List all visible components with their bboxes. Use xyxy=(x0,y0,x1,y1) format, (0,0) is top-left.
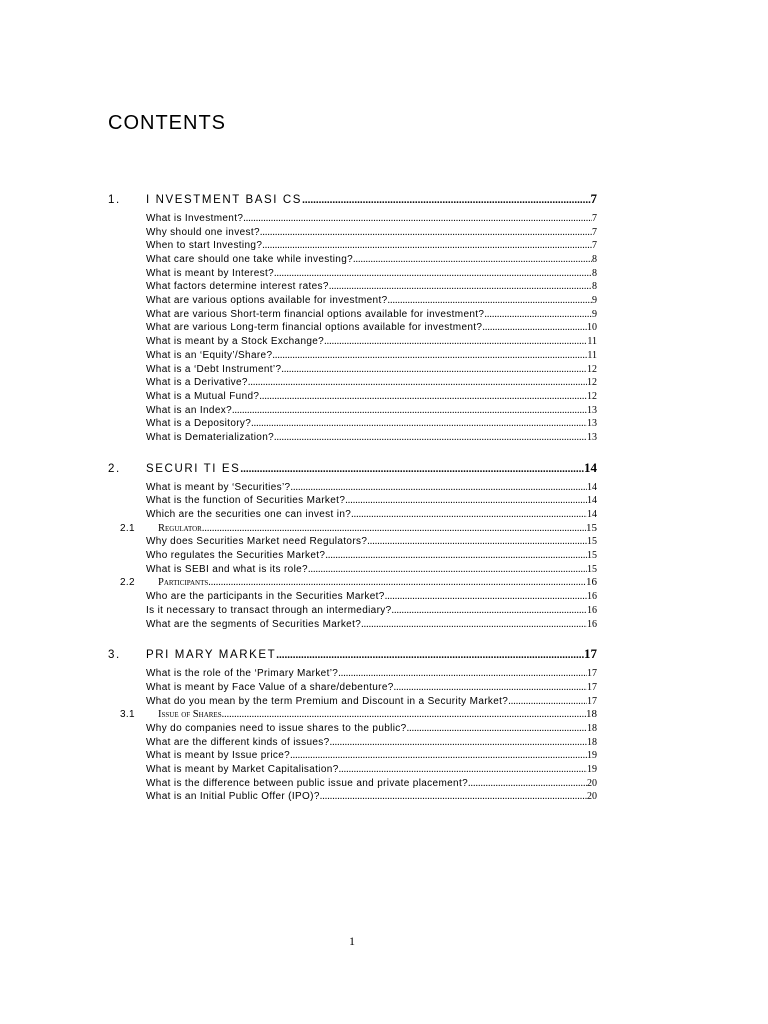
toc-question-entry[interactable] xyxy=(146,226,597,240)
question-title: What is the difference between public issue and private placement? xyxy=(146,777,468,789)
question-title: What care should one take while investing? xyxy=(146,254,354,266)
toc-question-entry[interactable] xyxy=(146,404,597,418)
dot-leader xyxy=(484,308,592,322)
question-page-number: 11 xyxy=(587,336,597,348)
dot-leader xyxy=(330,736,587,750)
question-page-number: 12 xyxy=(587,363,597,375)
question-page-number: 9 xyxy=(592,308,597,320)
question-title: What is meant by Face Value of a share/debenture? xyxy=(146,681,394,693)
toc-question-entry[interactable] xyxy=(146,376,597,390)
dot-leader xyxy=(508,695,587,709)
subsection-number: 2.1 xyxy=(120,522,135,534)
toc-question-entry[interactable] xyxy=(146,335,597,349)
dot-leader xyxy=(345,494,587,508)
dot-leader xyxy=(260,226,592,240)
question-title: Why do companies need to issue shares to the public? xyxy=(146,722,407,734)
question-title: What are the segments of Securities Market? xyxy=(146,618,362,630)
question-title: What are various Short-term financial options available for investment? xyxy=(146,308,485,320)
question-title: What is a ‘Debt Instrument’? xyxy=(146,363,282,375)
toc-question-entry[interactable] xyxy=(146,294,597,308)
question-title: What is meant by Issue price? xyxy=(146,750,291,762)
question-title: What is an Index? xyxy=(146,404,232,416)
question-page-number: 10 xyxy=(587,322,597,334)
dot-leader xyxy=(338,667,587,681)
toc-subsection-entry[interactable] xyxy=(120,577,597,591)
toc-question-entry[interactable] xyxy=(146,363,597,377)
question-title: What is meant by ‘Securities’? xyxy=(146,481,291,493)
toc-question-entry[interactable] xyxy=(146,280,597,294)
chapter-number: 2. xyxy=(108,462,121,475)
chapter-page-number: 7 xyxy=(590,191,597,206)
question-page-number: 8 xyxy=(592,267,597,279)
chapter-number: 1. xyxy=(108,194,121,206)
dot-leader xyxy=(259,390,587,404)
dot-leader xyxy=(281,363,587,377)
subsection-number: 3.1 xyxy=(120,709,135,721)
question-page-number: 8 xyxy=(592,281,597,293)
dot-leader xyxy=(251,417,587,431)
toc-question-entry[interactable] xyxy=(146,681,597,695)
toc-question-entry[interactable] xyxy=(146,390,597,404)
question-title: What are various Long-term financial options available for investment? xyxy=(146,322,483,334)
dot-leader xyxy=(262,239,592,253)
dot-leader xyxy=(367,535,587,549)
toc-question-entry[interactable] xyxy=(146,695,597,709)
question-title: What are the different kinds of issues? xyxy=(146,736,330,748)
dot-leader xyxy=(324,335,587,349)
question-page-number: 20 xyxy=(587,777,597,789)
toc-question-entry[interactable] xyxy=(146,667,597,681)
dot-leader xyxy=(329,280,592,294)
dot-leader xyxy=(385,590,587,604)
question-page-number: 9 xyxy=(592,295,597,307)
dot-leader xyxy=(308,563,587,577)
question-title: What is a Mutual Fund? xyxy=(146,390,260,402)
question-title: Is it necessary to transact through an intermediary? xyxy=(146,604,392,616)
question-page-number: 11 xyxy=(587,349,597,361)
toc-question-entry[interactable] xyxy=(146,736,597,750)
subsection-page-number: 15 xyxy=(586,521,597,534)
dot-leader xyxy=(361,618,587,632)
question-page-number: 18 xyxy=(587,736,597,748)
dot-leader xyxy=(232,404,587,418)
question-page-number: 19 xyxy=(587,750,597,762)
question-title: What is an ‘Equity’/Share? xyxy=(146,349,273,361)
toc-question-entry[interactable] xyxy=(146,590,597,604)
question-title: What is meant by Interest? xyxy=(146,267,275,279)
toc-question-entry[interactable] xyxy=(146,604,597,618)
dot-leader xyxy=(351,508,587,522)
chapter-title: PRI MARY MARKET xyxy=(146,649,277,662)
toc-question-entry[interactable] xyxy=(146,777,597,791)
question-title: What is an Initial Public Offer (IPO)? xyxy=(146,791,320,803)
question-title: What is meant by a Stock Exchange? xyxy=(146,336,325,348)
dot-leader xyxy=(202,522,586,536)
toc-question-entry[interactable] xyxy=(146,749,597,763)
chapter-title: I NVESTMENT BASI CS xyxy=(146,194,303,206)
dot-leader xyxy=(353,253,592,267)
question-title: What do you mean by the term Premium and Discount in a Security Market? xyxy=(146,695,509,707)
dot-leader xyxy=(274,431,587,445)
toc-question-entry[interactable] xyxy=(146,417,597,431)
toc-question-entry[interactable] xyxy=(146,212,597,226)
question-page-number: 14 xyxy=(587,481,597,493)
dot-leader xyxy=(208,577,586,591)
toc-question-entry[interactable] xyxy=(146,618,597,632)
subsection-page-number: 18 xyxy=(586,708,597,721)
question-title: What is meant by Market Capitalisation? xyxy=(146,764,339,776)
question-page-number: 18 xyxy=(587,722,597,734)
chapter-title: SECURI TI ES xyxy=(146,462,241,475)
question-title: Why does Securities Market need Regulators? xyxy=(146,536,368,548)
dot-leader xyxy=(320,790,587,804)
toc-question-entry[interactable] xyxy=(146,267,597,281)
question-title: What is Investment? xyxy=(146,212,244,224)
question-page-number: 20 xyxy=(587,791,597,803)
toc-question-entry[interactable] xyxy=(146,322,597,336)
question-page-number: 15 xyxy=(587,563,597,575)
dot-leader xyxy=(240,463,584,477)
question-page-number: 17 xyxy=(587,681,597,693)
dot-leader xyxy=(394,681,587,695)
dot-leader xyxy=(468,777,587,791)
question-title: What is the role of the ‘Primary Market’? xyxy=(146,668,339,680)
dot-leader xyxy=(392,604,587,618)
table-of-contents xyxy=(0,182,768,804)
toc-question-entry[interactable] xyxy=(146,349,597,363)
question-title: What are various options available for investment? xyxy=(146,295,388,307)
toc-question-entry[interactable] xyxy=(146,481,597,495)
question-title: Who are the participants in the Securities Market? xyxy=(146,591,385,603)
toc-question-entry[interactable] xyxy=(146,308,597,322)
question-page-number: 14 xyxy=(587,495,597,507)
toc-chapter-entry[interactable] xyxy=(108,186,597,208)
dot-leader xyxy=(274,267,592,281)
page-title: CONTENTS xyxy=(108,112,226,134)
question-page-number: 16 xyxy=(587,618,597,630)
question-page-number: 13 xyxy=(587,404,597,416)
question-page-number: 19 xyxy=(587,764,597,776)
toc-subsection-entry[interactable] xyxy=(120,708,597,722)
question-page-number: 13 xyxy=(587,431,597,443)
toc-question-entry[interactable] xyxy=(146,790,597,804)
dot-leader xyxy=(302,194,590,208)
dot-leader xyxy=(407,722,587,736)
dot-leader xyxy=(222,708,586,722)
dot-leader xyxy=(482,322,587,336)
dot-leader xyxy=(243,212,592,226)
toc-question-entry[interactable] xyxy=(146,763,597,777)
question-page-number: 16 xyxy=(587,591,597,603)
subsection-title: Issue of Shares xyxy=(158,709,222,721)
question-title: What is SEBI and what is its role? xyxy=(146,563,308,575)
dot-leader xyxy=(339,763,587,777)
dot-leader xyxy=(290,481,587,495)
question-title: Who regulates the Securities Market? xyxy=(146,550,326,562)
question-page-number: 8 xyxy=(592,254,597,266)
toc-question-entry[interactable] xyxy=(146,239,597,253)
question-page-number: 13 xyxy=(587,418,597,430)
dot-leader xyxy=(388,294,592,308)
dot-leader xyxy=(276,649,584,663)
toc-question-entry[interactable] xyxy=(146,253,597,267)
question-page-number: 17 xyxy=(587,695,597,707)
toc-question-entry[interactable] xyxy=(146,722,597,736)
question-page-number: 17 xyxy=(587,668,597,680)
question-title: Which are the securities one can invest in? xyxy=(146,509,352,521)
question-page-number: 15 xyxy=(587,550,597,562)
subsection-title: Regulator xyxy=(158,522,202,534)
toc-question-entry[interactable] xyxy=(146,563,597,577)
page-number: 1 xyxy=(349,934,355,948)
toc-question-entry[interactable] xyxy=(146,494,597,508)
toc-question-entry[interactable] xyxy=(146,549,597,563)
question-title: What is the function of Securities Market? xyxy=(146,495,346,507)
question-page-number: 12 xyxy=(587,390,597,402)
question-page-number: 7 xyxy=(592,212,597,224)
question-title: Why should one invest? xyxy=(146,226,260,238)
question-page-number: 7 xyxy=(592,226,597,238)
question-page-number: 14 xyxy=(587,509,597,521)
chapter-number: 3. xyxy=(108,649,121,662)
toc-subsection-entry[interactable] xyxy=(120,522,597,536)
dot-leader xyxy=(325,549,587,563)
subsection-number: 2.2 xyxy=(120,577,135,589)
toc-chapter-entry[interactable] xyxy=(108,641,597,663)
chapter-page-number: 14 xyxy=(584,459,597,475)
question-page-number: 12 xyxy=(587,377,597,389)
question-page-number: 7 xyxy=(592,240,597,252)
question-title: What is Dematerialization? xyxy=(146,431,275,443)
question-title: When to start Investing? xyxy=(146,240,263,252)
toc-chapter-entry[interactable] xyxy=(108,455,597,477)
question-page-number: 15 xyxy=(587,536,597,548)
toc-question-entry[interactable] xyxy=(146,431,597,445)
question-title: What factors determine interest rates? xyxy=(146,281,329,293)
dot-leader xyxy=(290,749,587,763)
dot-leader xyxy=(248,376,587,390)
question-title: What is a Derivative? xyxy=(146,377,248,389)
toc-question-entry[interactable] xyxy=(146,535,597,549)
subsection-page-number: 16 xyxy=(586,576,597,589)
chapter-page-number: 17 xyxy=(584,646,597,662)
dot-leader xyxy=(272,349,587,363)
toc-question-entry[interactable] xyxy=(146,508,597,522)
subsection-title: Participants xyxy=(158,577,209,589)
question-title: What is a Depository? xyxy=(146,418,252,430)
question-page-number: 16 xyxy=(587,604,597,616)
